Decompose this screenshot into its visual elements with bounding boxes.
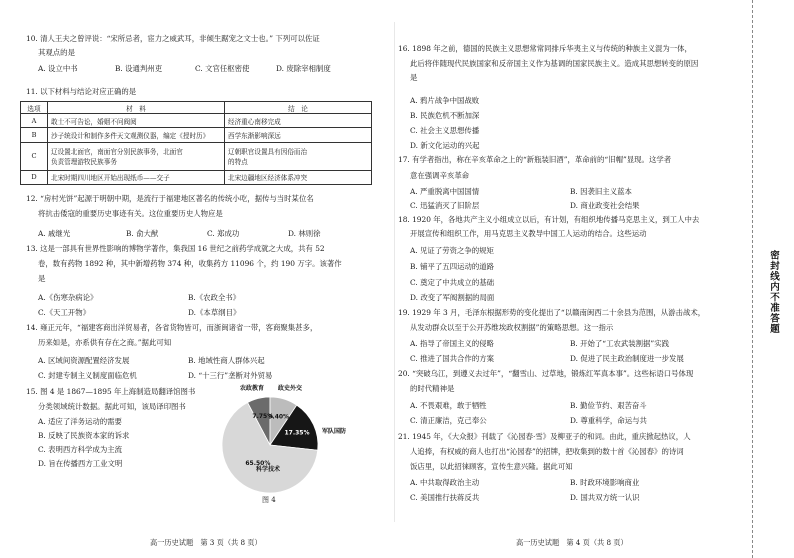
pie-value-label-1: 9.40% — [268, 413, 290, 421]
question-16-stem-end: 是 — [410, 73, 418, 82]
q20-option-b[interactable]: B. 勤俭节约、艰苦奋斗 — [570, 401, 647, 410]
question-10-stem: 10. 清人王夫之曾评说：“宋所忌者，宦力之威武耳，非倾生踞宠之文士也。” 下列可以佐证 — [26, 34, 320, 43]
q14-option-c[interactable]: C. 封建专制主义制度面临危机 — [38, 371, 137, 380]
q12-option-c[interactable]: C. 郑成功 — [207, 229, 240, 238]
pie-value-label-3: 65.50% — [245, 459, 271, 467]
q16-option-a[interactable]: A. 鸦片战争中国战败 — [410, 96, 480, 105]
q17-option-a[interactable]: A. 严重脱离中国国情 — [410, 187, 480, 196]
pie-category-label-1: 政史外交 — [277, 385, 303, 392]
q11-table — [20, 101, 372, 185]
q19-option-d[interactable]: D. 促进了民主政治制度进一步发展 — [570, 354, 684, 363]
q14-option-a[interactable]: A. 区域间资源配置经济发展 — [38, 356, 130, 365]
question-17-stem: 17. 有学者指出，称在辛亥革命之上的“新瓶装旧酒”，革命前的“旧帽”显现。这学者 — [398, 155, 672, 164]
q12-option-a[interactable]: A. 戚继光 — [38, 229, 71, 238]
question-21-stem: 21. 1945 年，《大众报》刊载了《沁园春·雪》及柳亚子的和词。由此，重庆掀起热议，人 — [398, 432, 691, 441]
row-option: B — [21, 128, 48, 142]
question-14-stem: 14. 雍正元年，“福建客商出洋贸易者，各省货物皆可，而浙闽诸省一带，客商聚集甚多， — [26, 323, 318, 332]
question-10-stem-cont: 其观点的是 — [38, 48, 75, 57]
row-conclusion: 西学东渐影响深远 — [225, 128, 372, 142]
q15-option-a[interactable]: A. 适应了洋务运动的需要 — [38, 417, 122, 426]
q15-option-c[interactable]: C. 表明西方科学成为主流 — [38, 445, 122, 454]
row-material: 北宋时期四川地区开始出现纸币——交子 — [48, 170, 225, 184]
q20-option-c[interactable]: C. 清正廉洁，克己奉公 — [410, 416, 487, 425]
question-18-stem-cont: 开展宣传和组织工作，用马克思主义教导中国工人运动的结合。这些运动 — [410, 229, 647, 238]
row-conclusion: 北宋边疆地区经济体系冲突 — [225, 170, 372, 184]
binding-notice: 密封线内不准答题 — [768, 250, 779, 334]
question-16-stem: 16. 1898 年之前，德国的民族主义思想常常同排斥华夷主义与传统的种族主义混为一体， — [398, 44, 692, 53]
row-material-line-1: 辽设置北面官，南面官分别民族事务，北面官 — [51, 148, 183, 157]
row-option: A — [21, 114, 48, 128]
pie-value-label-0: 7.75% — [252, 413, 274, 421]
q10-option-d[interactable]: D. 废除宰相制度 — [276, 64, 331, 73]
row-option: D — [21, 170, 48, 184]
pie-category-label-0: 农政教育 — [239, 385, 265, 392]
q10-option-b[interactable]: B. 设通判州吏 — [115, 64, 163, 73]
pie-value-label-2: 17.35% — [284, 429, 310, 437]
row-material-line-2: 负责管理游牧民族事务 — [51, 158, 117, 167]
left-page — [0, 0, 392, 558]
page-footer-left: 高一历史试题 第 3 页（共 8 页） — [150, 538, 262, 547]
table-row — [21, 170, 372, 184]
page-divider — [394, 22, 395, 522]
question-20-stem-cont: 的时代精神是 — [410, 384, 455, 393]
q16-option-c[interactable]: C. 社会主义思想传播 — [410, 126, 480, 135]
q21-option-c[interactable]: C. 美国推行扶蒋反共 — [410, 493, 480, 502]
q20-option-d[interactable]: D. 尊重科学，命运与共 — [570, 416, 647, 425]
table-header-conclusion: 结 论 — [225, 102, 372, 114]
q14-option-d[interactable]: D. “十三行”垄断对外贸易 — [188, 371, 273, 380]
q10-option-a[interactable]: A. 设立中书 — [38, 64, 78, 73]
question-15-stem: 15. 图 4 是 1867—1895 年上海制造局翻译馆图书 — [26, 387, 196, 396]
q12-option-b[interactable]: B. 俞大猷 — [126, 229, 159, 238]
table-row — [21, 114, 372, 128]
question-12-stem-cont: 将抗击倭寇的重要历史事迹有关。这位重要历史人物应是 — [38, 209, 223, 218]
q13-option-c[interactable]: C.《天工开物》 — [38, 308, 91, 317]
question-15-stem-cont: 分类领域统计数据。据此可知，该局译印图书 — [38, 402, 186, 411]
question-19-stem: 19. 1929 年 3 月，毛泽东根据形势的变化提出了“以赣南闽西二十余县为范围，从游击战术， — [398, 308, 706, 317]
question-13-stem-end: 是 — [38, 274, 46, 283]
q13-option-a[interactable]: A.《伤寒杂病论》 — [38, 293, 98, 302]
right-page — [398, 0, 742, 558]
table-row — [21, 128, 372, 142]
q19-option-c[interactable]: C. 推进了国共合作的方案 — [410, 354, 494, 363]
q21-option-a[interactable]: A. 中共取得政治主动 — [410, 478, 480, 487]
page-footer-right: 高一历史试题 第 4 页（共 8 页） — [516, 538, 628, 547]
row-conclusion: 经济重心南移完成 — [225, 114, 372, 128]
question-11-stem: 11. 以下材料与结论对应正确的是 — [26, 87, 137, 96]
table-header-material: 材 料 — [48, 102, 225, 114]
table-header-option: 选项 — [21, 102, 48, 114]
row-material: 沙子统设计和制作多件天文观测仪器，编定《授时历》 — [48, 128, 225, 142]
question-14-stem-cont: 历来如是，亦系供有存在之商。”据此可知 — [38, 338, 172, 347]
q14-option-b[interactable]: B. 地域性商人群体兴起 — [188, 356, 265, 365]
binding-line — [752, 0, 753, 558]
q17-option-c[interactable]: C. 迅猛消灭了旧阶层 — [410, 201, 480, 210]
q12-option-d[interactable]: D. 林则徐 — [288, 229, 321, 238]
q15-option-b[interactable]: B. 反映了民族资本家的诉求 — [38, 431, 130, 440]
q17-option-d[interactable]: D. 商业政变社会结果 — [570, 201, 640, 210]
question-20-stem: 20. “突破乌江，到遵义去过年”，“翻雪山、过草地，锻炼红军真本事”。这些标语口号体现 — [398, 369, 694, 378]
row-material — [48, 142, 225, 170]
q21-option-b[interactable]: B. 时政环境影响商业 — [570, 478, 640, 487]
pie-category-label-3: 科学技术 — [255, 466, 281, 473]
q15-option-d[interactable]: D. 旨在传播西方工业文明 — [38, 459, 123, 468]
question-21-stem-cont: 人追捧，有权威的商人也打出“沁园春”的招牌，把收集到的数十首《沁园春》的诗词 — [410, 447, 684, 456]
q10-option-c[interactable]: C. 文官任枢密使 — [195, 64, 250, 73]
q20-option-a[interactable]: A. 不畏艰难，敢于牺牲 — [410, 401, 487, 410]
question-16-stem-cont: 此后将伴随现代民族国家和反帝国主义作为基调的国家民族主义。造成其思想转变的原因 — [410, 59, 699, 68]
figure-4-pie-chart — [205, 380, 347, 510]
row-material: 敢士不可告讼，婚姻不问阀阅 — [48, 114, 225, 128]
question-21-stem-end: 饭店里，以此招徕顾客，宣传生意兴隆。据此可知 — [410, 462, 573, 471]
q18-option-a[interactable]: A. 见证了劳资之争的规矩 — [410, 246, 494, 255]
table-header-row — [21, 102, 372, 114]
q21-option-d[interactable]: D. 国共双方统一认识 — [570, 493, 640, 502]
question-19-stem-cont: 从发动群众以至于公开苏维埃政权割据”的策略思想。这一指示 — [410, 323, 614, 332]
question-17-stem-cont: 意在强调辛亥革命 — [410, 171, 470, 180]
pie-category-label-2: 军队国防 — [322, 428, 347, 435]
row-conclusion-line-2: 的特点 — [228, 158, 248, 167]
question-12-stem: 12. “房村光饼”起源于明朝中期，是流行于福建地区著名的传统小吃，据传与当时某位名 — [26, 194, 314, 203]
question-13-stem: 13. 这是一部具有世界性影响的博物学著作，集我国 16 世纪之前药学成就之大成，共有 52 — [26, 244, 325, 253]
binding-strip — [742, 0, 794, 558]
q18-option-b[interactable]: B. 铺平了五四运动的道路 — [410, 262, 495, 271]
q18-option-d[interactable]: D. 改变了军阀割据的局面 — [410, 293, 495, 302]
row-option: C — [21, 142, 48, 170]
q13-option-b[interactable]: B.《农政全书》 — [188, 293, 241, 302]
row-conclusion-line-1: 辽朝职官设置具有因俗而治 — [228, 148, 308, 157]
question-13-stem-cont: 卷，数有药物 1892 种，其中新增药物 374 种，收集药方 11096 个，约 190 万字。该著作 — [38, 259, 342, 268]
figure-caption: 图 4 — [262, 496, 276, 504]
q16-option-b[interactable]: B. 民族危机不断加深 — [410, 111, 480, 120]
q19-option-b[interactable]: B. 开始了“工农武装割据”实践 — [570, 339, 669, 348]
q16-option-d[interactable]: D. 新文化运动的兴起 — [410, 141, 480, 150]
q19-option-a[interactable]: A. 指导了帝国主义的侵略 — [410, 339, 494, 348]
q18-option-c[interactable]: C. 奠定了中共成立的基础 — [410, 278, 494, 287]
question-18-stem: 18. 1920 年，各地共产主义小组成立以后，有计划，有组织地传播马克思主义，到工人中去 — [398, 215, 700, 224]
q17-option-b[interactable]: B. 因袭旧主义蓝本 — [570, 187, 632, 196]
table-row — [21, 142, 372, 170]
q13-option-d[interactable]: D.《本草纲目》 — [188, 308, 241, 317]
row-conclusion — [225, 142, 372, 170]
